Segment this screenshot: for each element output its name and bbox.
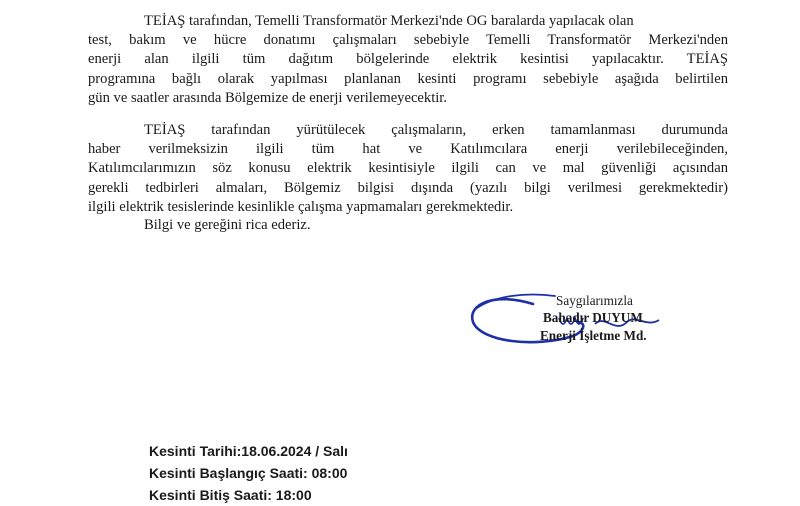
outage-details — [149, 440, 348, 506]
outage-date: Kesinti Tarihi:18.06.2024 / Salı — [149, 443, 348, 459]
outage-end-time: Kesinti Bitiş Saati: 18:00 — [149, 487, 312, 503]
signatory-name: Bahadır DUYUM — [543, 310, 643, 325]
paragraph-intro — [88, 12, 728, 108]
outage-start-time: Kesinti Başlangıç Saati: 08:00 — [149, 465, 348, 481]
paragraph-line: TEİAŞ tarafından yürütülecek çalışmaların, erken tamamlanması durumunda — [144, 122, 728, 138]
paragraph-line: gerekli tedbirleri almaları, Bölgemiz bilgisi dışında (yazılı bilgi verilmesi gerekmektedir) — [88, 179, 728, 196]
paragraph-line: ilgili elektrik tesislerinde kesinlikle çalışma yapmamaları gerekmektedir. — [88, 198, 514, 215]
paragraph-line: haber verilmeksizin ilgili tüm hat ve Katılımcılara enerji verilebileceğinden, — [88, 141, 728, 158]
paragraph-warning — [88, 121, 728, 217]
paragraph-line: TEİAŞ tarafından, Temelli Transformatör Merkezi'nde OG baralarda yapılacak olan — [144, 13, 634, 29]
paragraph-line: Katılımcılarımızın söz konusu elektrik kesintisiyle ilgili can ve mal güvenliği açısından — [88, 160, 728, 177]
signatory-title: Enerji İşletme Md. — [540, 328, 647, 343]
closing-salutation: Saygılarımızla — [556, 293, 633, 308]
paragraph-line: programına bağlı olarak yapılması planlanan kesinti programı sebebiyle aşağıda belirtilen — [88, 70, 728, 87]
paragraph-line: gün ve saatler arasında Bölgemize de enerji verilemeyecektir. — [88, 89, 448, 106]
paragraph-closing-request: Bilgi ve gereğini rica ederiz. — [144, 217, 311, 233]
paragraph-line: enerji alan ilgili tüm dağıtım bölgelerinde elektrik kesintisi yapılacaktır. TEİAŞ — [88, 51, 728, 68]
paragraph-line: test, bakım ve hücre donatımı çalışmaları sebebiyle Temelli Transformatör Merkezi'nden — [88, 32, 728, 49]
